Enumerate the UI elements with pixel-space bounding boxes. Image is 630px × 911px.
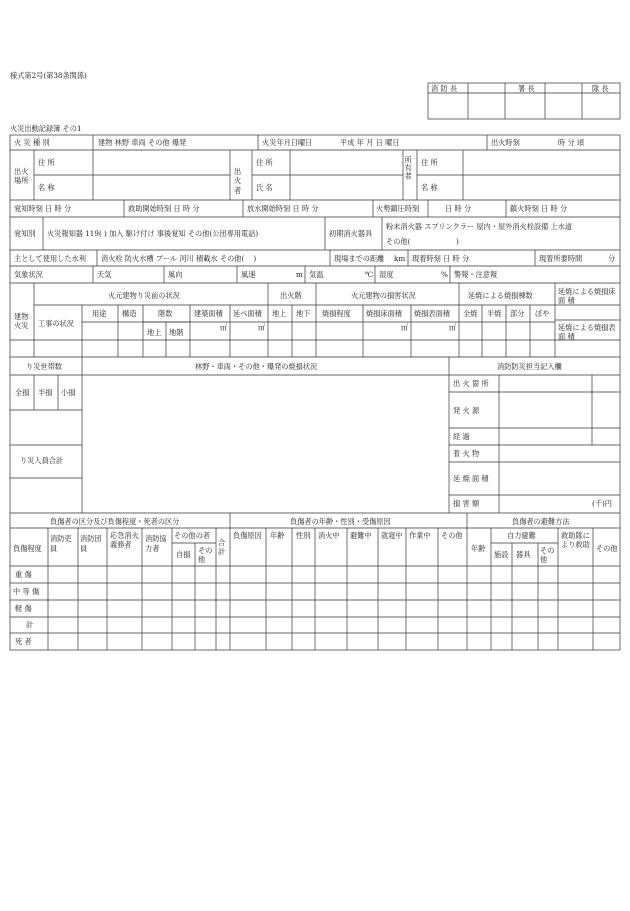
first-ignited-label: 着 火 物 [453,449,480,458]
while-extinguishing-label: 消火中 [318,531,340,540]
burn-floor-unit: ㎡ [401,323,409,332]
site-name-label: 名 称 [38,183,55,192]
suppress-time-value: 日 時 分 [445,204,472,213]
rescue-start-time: 救助開始時刻 日 時 分 [128,204,200,213]
wind-direction-label: 風向 [168,270,183,279]
total-victims-label: り災人員合計 [20,456,64,465]
initial-extinguish-options: 粉末消火器 スプリンクラー 屋内・屋外消火栓設備 上水道 [386,222,573,231]
initial-extinguish-label: 初期消火器具 [329,229,373,238]
other-persons-label: その他の者 [174,531,210,540]
injury-section-3-title: 負傷者の避難方法 [512,517,570,526]
fire-date-label: 火災年月日曜日 [262,138,313,147]
temperature-unit: ℃ [365,270,374,279]
full-loss-label: 全損 [15,388,30,397]
floors-label: 階数 [158,309,173,318]
full-burn-label: 全焼 [463,309,478,318]
wind-speed-label: 風速 [241,270,256,279]
injury-total-label: 計 [26,620,34,629]
site-address-label: 住 所 [38,158,55,167]
fire-time-label: 出火時刻 [491,138,520,147]
fire-site-label: 出火場所 [14,167,29,186]
evac-age-label: 年齢 [471,544,486,553]
total-label: 合計 [218,538,226,557]
spread-floor-area-title: 延焼による焼損床 面 積 [558,287,616,306]
partial-burn-label: 部分 [510,309,525,318]
alert-label: 警報・注意報 [454,270,498,279]
facility-label: 施設 [494,550,509,559]
required-time-label: 現着所要時間 [539,254,583,263]
burn-floor-area-label: 焼損床面積 [366,309,402,318]
ignition-source-label: 発 火 源 [453,406,480,415]
loss-amount-label: 損 害 額 [453,499,480,508]
burn-degree-label: 焼損程度 [322,309,351,318]
households-label: り災世帯数 [26,362,62,371]
fire-floor-below-label: 地下 [296,309,311,318]
structure-label: 構造 [122,309,137,318]
temperature-label: 気温 [309,270,324,279]
burn-surface-unit: ㎡ [449,323,457,332]
form-title: 火災出動記録簿 その1 [10,124,82,133]
other-cause-label: その他 [198,546,213,565]
fire-person-label: 出火者 [234,167,242,195]
detect-method-options: 火災報知器 119( ) 加入 駆け付け 事後覚知 その他(公団専用電話) [47,229,259,238]
loss-amount-unit: (千)円 [592,499,612,508]
spread-area-label: 延 焼 面 積 [453,474,489,483]
fire-time-value: 時 分 頃 [558,138,585,147]
other-rescue-label: その他 [596,544,618,553]
injury-cause-label: 負傷原因 [233,531,262,540]
detect-method-label: 覚知別 [14,229,36,238]
origin-place-label: 出 火 箇 所 [453,379,489,388]
required-time-unit: 分 [608,254,616,263]
total-area-unit: ㎡ [258,323,266,332]
owner-address-label: 住 所 [421,158,438,167]
weather-label: 気象状況 [14,270,43,279]
fire-type-label: 火 災 種 別 [14,138,50,147]
age-label: 年齢 [270,531,285,540]
building-area-label: 建築面積 [194,309,223,318]
self-evacuation-label: 自力避難 [507,531,536,540]
water-source-options: 消火栓 防火水槽 プール 河川 積載水 その他( ) [101,254,257,263]
injury-degree-label: 負傷程度 [13,544,42,553]
fire-dept-title: 消防防災担当記入欄 [497,362,562,371]
water-source-label: 主として使用した水利 [14,254,86,263]
minor-injury-label: 軽 傷 [15,604,32,613]
injury-section-2-title: 負傷者の年齢・性別・受傷原因 [290,517,391,526]
humidity-unit: % [441,270,448,279]
use-label: 用途 [92,309,107,318]
owner-name-label: 名 称 [421,183,438,192]
fire-floor-above-label: 地上 [272,309,287,318]
floors-below-label: 地階 [169,328,184,337]
fire-type-options: 建物 林野 車両 その他 爆発 [98,138,187,147]
floors-above-label: 地上 [147,328,162,337]
building-area-unit: ㎡ [220,323,228,332]
injury-section-1-title: 負傷者の区分及び負傷程度・死者の区分 [50,517,180,526]
fire-corps-label: 消防団員 [80,534,102,554]
emergency-duty-label: 応急消火義務者 [110,531,139,550]
sky-label: 天気 [97,270,112,279]
half-loss-label: 半損 [38,388,53,397]
while-sleeping-label: 就寝中 [381,531,403,540]
detect-time: 覚知時刻 日 時 分 [14,204,72,213]
owner-label: 所有者 [404,156,414,181]
fire-date-value: 平成 年 月 日 曜日 [340,138,400,147]
process-label: 経 過 [453,432,470,441]
severe-injury-label: 重 傷 [15,570,32,579]
stamp-station-chief: 署 長 [518,84,535,93]
while-evacuating-label: 避難中 [350,531,372,540]
origin-building-title: 火元建物り災前の状況 [108,291,180,300]
sex-label: 性別 [296,531,311,540]
initial-extinguish-other: その他( ) [386,237,459,246]
fire-floor-title: 出火階 [280,291,302,300]
building-fire-label: 建物火災 [14,312,29,331]
wind-speed-unit: m [296,270,303,279]
burn-surface-area-label: 焼損表面積 [414,309,450,318]
extinguish-time: 鎮火時刻 日 時 分 [510,204,568,213]
small-burn-label: ぼや [535,309,550,318]
equipment-label: 器具 [516,550,531,559]
suppress-time-label: 火勢鎮圧時刻 [376,204,420,213]
stamp-fire-chief: 消 防 長 [431,84,458,93]
fire-cooperator-label: 消防協力者 [145,534,167,554]
firefighter-label: 消防吏員 [50,534,72,554]
construction-status-label: 工事の状況 [38,319,74,328]
spread-count-title: 延焼による焼損棟数 [468,291,533,300]
origin-damage-title: 火元建物の損害状況 [351,291,416,300]
water-start-time: 放水開始時刻 日 時 分 [247,204,319,213]
humidity-label: 湿度 [379,270,394,279]
small-loss-label: 小損 [61,388,76,397]
form-number: 様式第2号(第38条関係) [10,71,87,80]
arrival-time: 現着時刻 日 時 分 [412,254,470,263]
forest-vehicle-title: 林野・車両・その他・爆発の焼損状況 [195,362,318,371]
moderate-injury-label: 中 等 傷 [13,587,40,596]
person-address-label: 住 所 [256,158,273,167]
while-working-label: 作業中 [409,531,431,540]
person-name-label: 氏 名 [256,183,273,192]
deaths-label: 死 者 [15,637,32,646]
other-evac-label: その他 [540,546,555,565]
other-situation-label: その他 [441,531,463,540]
distance-label: 現場までの距離 [334,254,385,263]
self-injury-label: 自損 [176,550,191,559]
distance-unit: km [394,254,406,263]
half-burn-label: 半焼 [487,309,502,318]
total-floor-area-label: 延べ面積 [233,309,262,318]
rescued-label: 救助隊により救助 [561,531,590,550]
stamp-squad-chief: 隊 長 [592,84,609,93]
spread-surface-area-title: 延焼による焼損表 面 積 [558,323,616,342]
